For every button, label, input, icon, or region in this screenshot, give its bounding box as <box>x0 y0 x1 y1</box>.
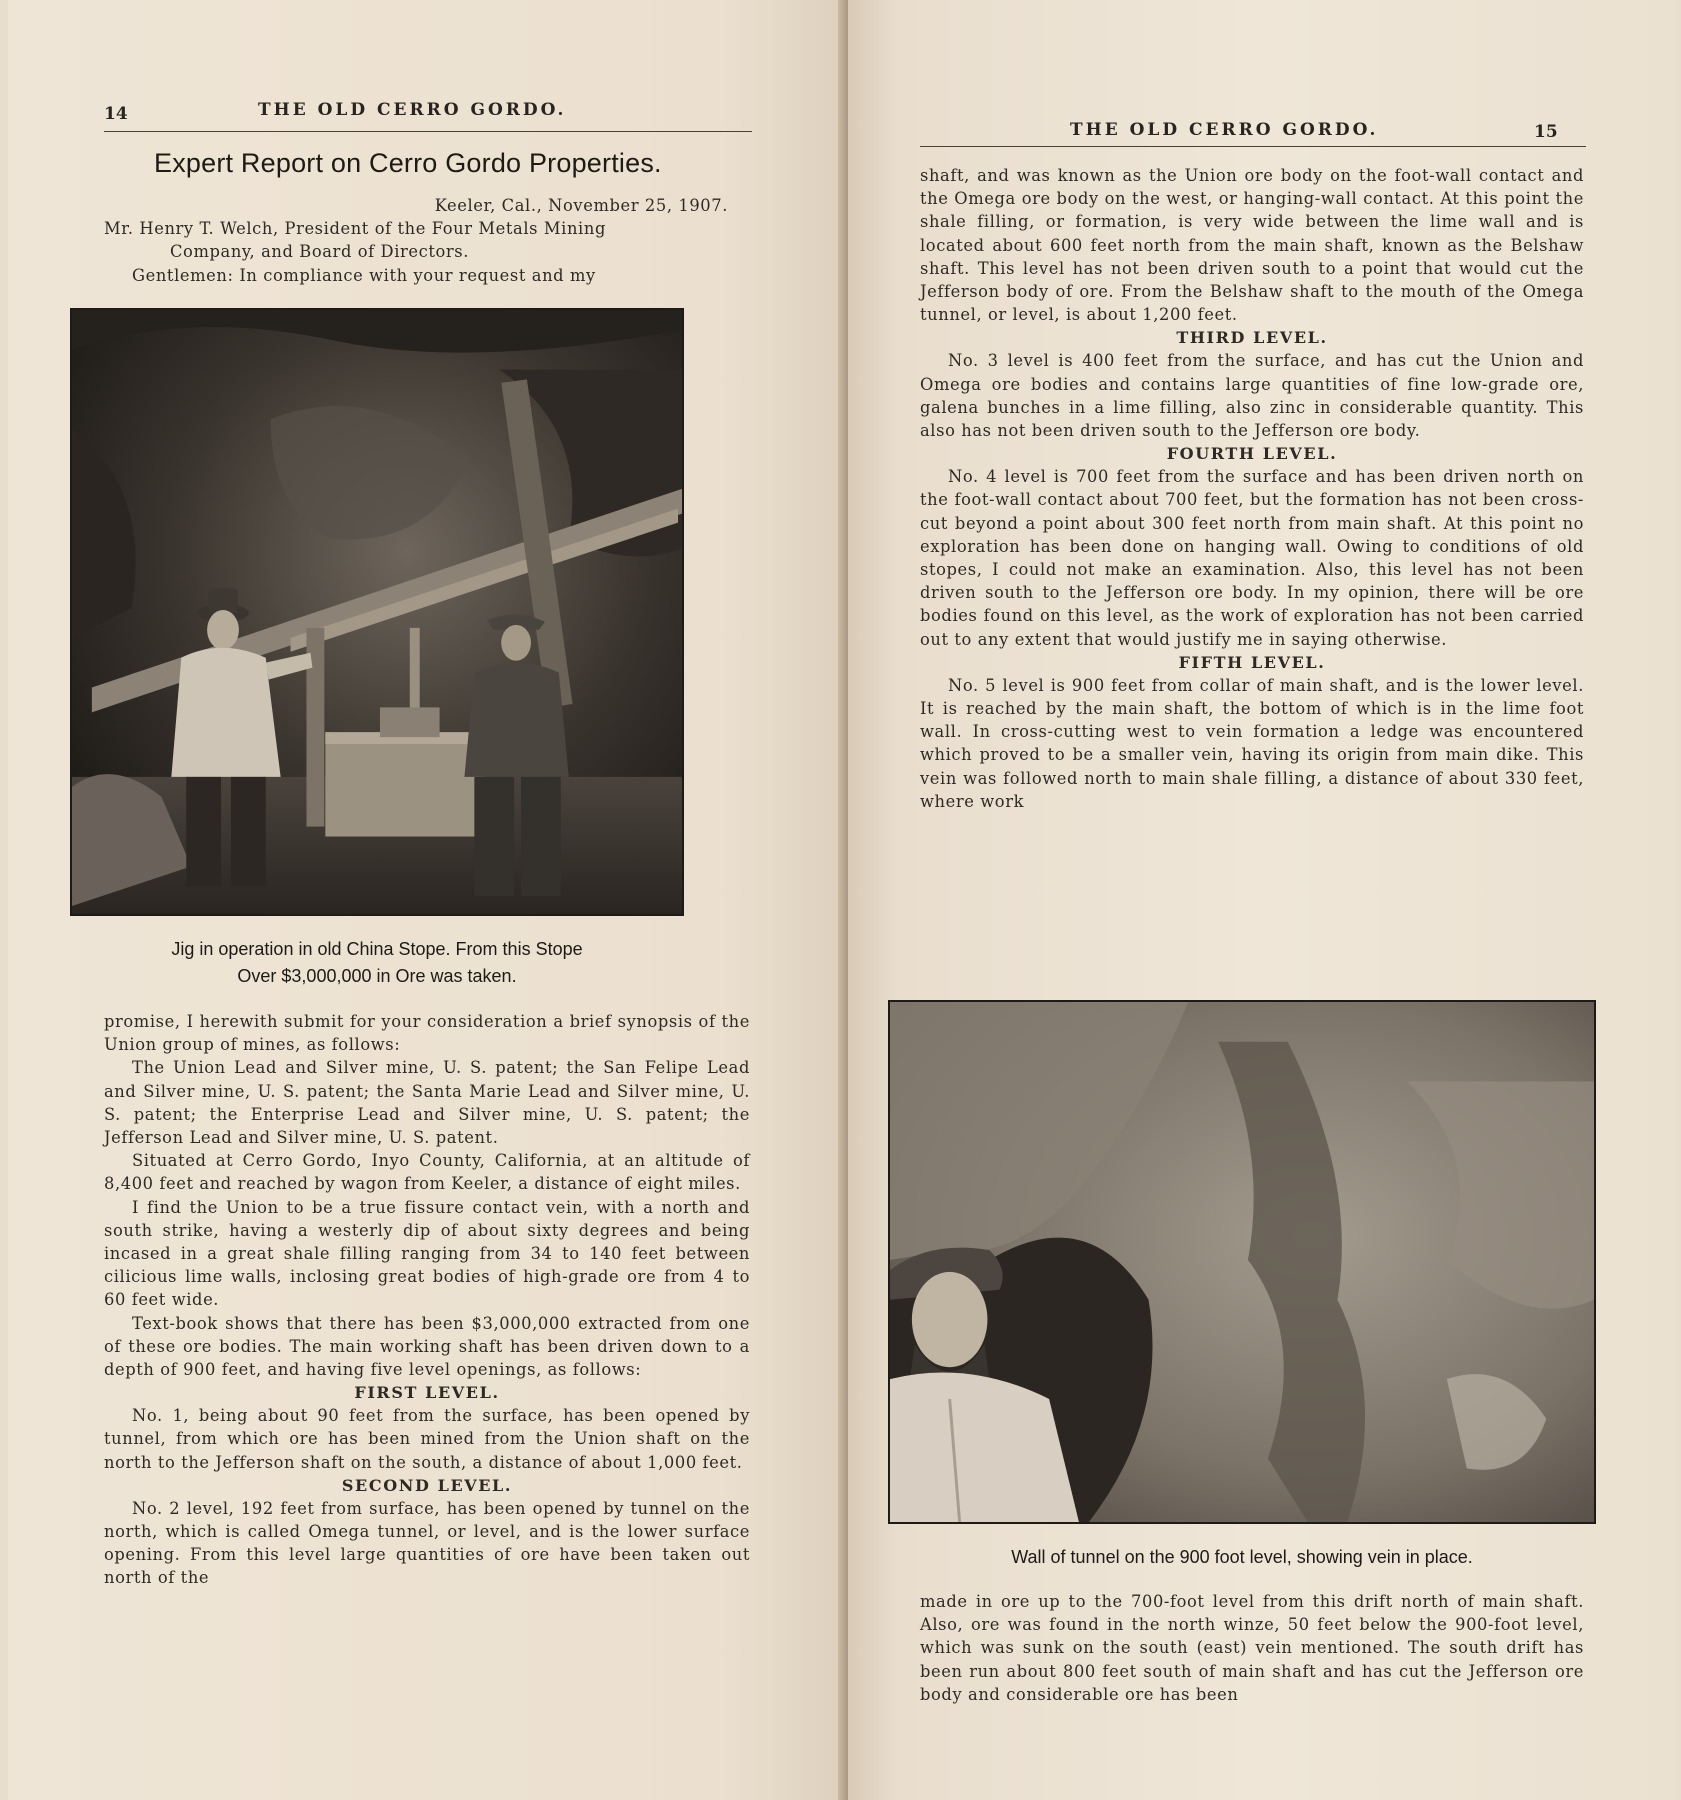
right-para-3: No. 4 level is 700 feet from the surface and has been driven north on the foot-wall contact about 700 feet, but the formation has not been cross-cut beyond a point about 300 feet north from main shaft. At this point no exploration has been done on hanging wall. Owing to conditions of old stopes, I could not make an examination. Also, this level has not been driven south to the Jefferson ore body. In my opinion, there will be ore bodies found on this level, as the work of exploration has not been carried out to any extent that would justify me in saying otherwise. <box>920 467 1584 649</box>
right-body-block-1 <box>920 164 1584 813</box>
right-para-5: made in ore up to the 700-foot level from this drift north of main shaft. Also, ore was found in the north winze, 50 feet below the 900-foot level, which was sunk on the south (east) vein mentioned. The south drift has been run about 800 feet south of main shaft and has cut the Jefferson ore body and considerable ore has been <box>920 1592 1584 1704</box>
right-page-number: 15 <box>1534 122 1558 142</box>
report-title: Expert Report on Cerro Gordo Properties. <box>154 148 662 178</box>
jig-caption-line-1: Jig in operation in old China Stope. From this Stope <box>171 939 583 959</box>
right-head-rule <box>920 146 1586 147</box>
tunnel-photo-caption: Wall of tunnel on the 900 foot level, showing vein in place. <box>1011 1547 1473 1567</box>
heading-fifth-level: FIFTH LEVEL. <box>1178 652 1326 672</box>
left-para-6: No. 1, being about 90 feet from the surface, has been opened by tunnel, from which ore has been mined from the Union shaft on the north to the Jefferson shaft on the south, a distance of about 1,000 feet. <box>104 1406 750 1472</box>
left-head-rule <box>104 131 752 132</box>
right-para-2: No. 3 level is 400 feet from the surface, and has cut the Union and Omega ore bodies and contains large quantities of fine low-grade ore, galena bunches in a lime filling, also zinc in considerable quantity. This also has not been driven south to the Jefferson ore body. <box>920 351 1584 441</box>
heading-fourth-level: FOURTH LEVEL. <box>1166 444 1338 464</box>
right-para-4: No. 5 level is 900 feet from collar of main shaft, and is the lower level. It is reached by the main shaft, the bottom of which is in the lime foot wall. In cross-cutting west to vein formation a ledge was encountered which proved to be a smaller vein, having its origin from main dike. This vein was followed north to main shale filling, a distance of about 330 feet, where work <box>920 675 1584 811</box>
left-para-7: No. 2 level, 192 feet from surface, has been opened by tunnel on the north, which is called Omega tunnel, or level, and is the lower surface opening. From this level large quantities of ore have been taken out north of the <box>104 1498 750 1588</box>
right-body-block-2 <box>920 1590 1584 1706</box>
jig-photo-caption <box>70 936 684 990</box>
intro-line: Gentlemen: In compliance with your request and my <box>132 265 596 285</box>
left-intro-block <box>104 194 754 287</box>
salutation-line-1: Mr. Henry T. Welch, President of the Four Metals Mining <box>104 219 606 239</box>
left-para-1: promise, I herewith submit for your consideration a brief synopsis of the Union group of mines, as follows: <box>104 1012 750 1055</box>
jig-caption-line-2: Over $3,000,000 in Ore was taken. <box>237 966 517 986</box>
left-para-5: Text-book shows that there has been $3,000,000 extracted from one of these ore bodies. The main working shaft has been driven down to a depth of 900 feet, and having five level openings, as follows: <box>104 1313 750 1380</box>
jig-stope-photo <box>70 308 684 916</box>
tunnel-wall-photo-image <box>890 1002 1594 1522</box>
jig-stope-photo-image <box>72 310 682 914</box>
left-para-2: The Union Lead and Silver mine, U. S. patent; the San Felipe Lead and Silver mine, U. S. patent; the Santa Marie Lead and Silver mine, U. S. patent; the Enterprise Lead and Silver mine, U. S. patent; the Jefferson Lead and Silver mine, U. S. patent. <box>104 1058 750 1148</box>
left-para-3: Situated at Cerro Gordo, Inyo County, California, at an altitude of 8,400 feet and reached by wagon from Keeler, a distance of eight miles. <box>104 1151 750 1194</box>
right-para-1: shaft, and was known as the Union ore body on the foot-wall contact and the Omega ore body on the west, or hanging-wall contact. At this point the shale filling, or formation, is very wide between the lime wall and is located about 600 feet north from the main shaft, known as the Belshaw shaft. This level has not been driven south to a point that would cut the Jefferson body of ore. From the Belshaw shaft to the mouth of the Omega tunnel, or level, is about 1,200 feet. <box>920 166 1584 325</box>
dateline: Keeler, Cal., November 25, 1907. <box>434 196 728 215</box>
heading-third-level: THIRD LEVEL. <box>1176 328 1328 348</box>
left-running-head: THE OLD CERRO GORDO. <box>258 100 567 120</box>
left-body-block <box>104 1010 750 1590</box>
heading-second-level: SECOND LEVEL. <box>341 1475 513 1495</box>
salutation-line-2: Company, and Board of Directors. <box>170 242 470 262</box>
left-page-number: 14 <box>104 104 128 124</box>
right-page <box>848 0 1676 1800</box>
right-running-head: THE OLD CERRO GORDO. <box>1070 120 1379 140</box>
tunnel-wall-photo <box>888 1000 1596 1524</box>
left-para-4: I find the Union to be a true fissure contact vein, with a north and south strike, having a westerly dip of about sixty degrees and being incased in a great shale filling ranging from 34 to 140 feet between cilicious lime walls, inclosing great bodies of high-grade ore from 4 to 60 feet wide. <box>104 1197 750 1310</box>
heading-first-level: FIRST LEVEL. <box>354 1383 500 1403</box>
left-page <box>8 0 846 1800</box>
